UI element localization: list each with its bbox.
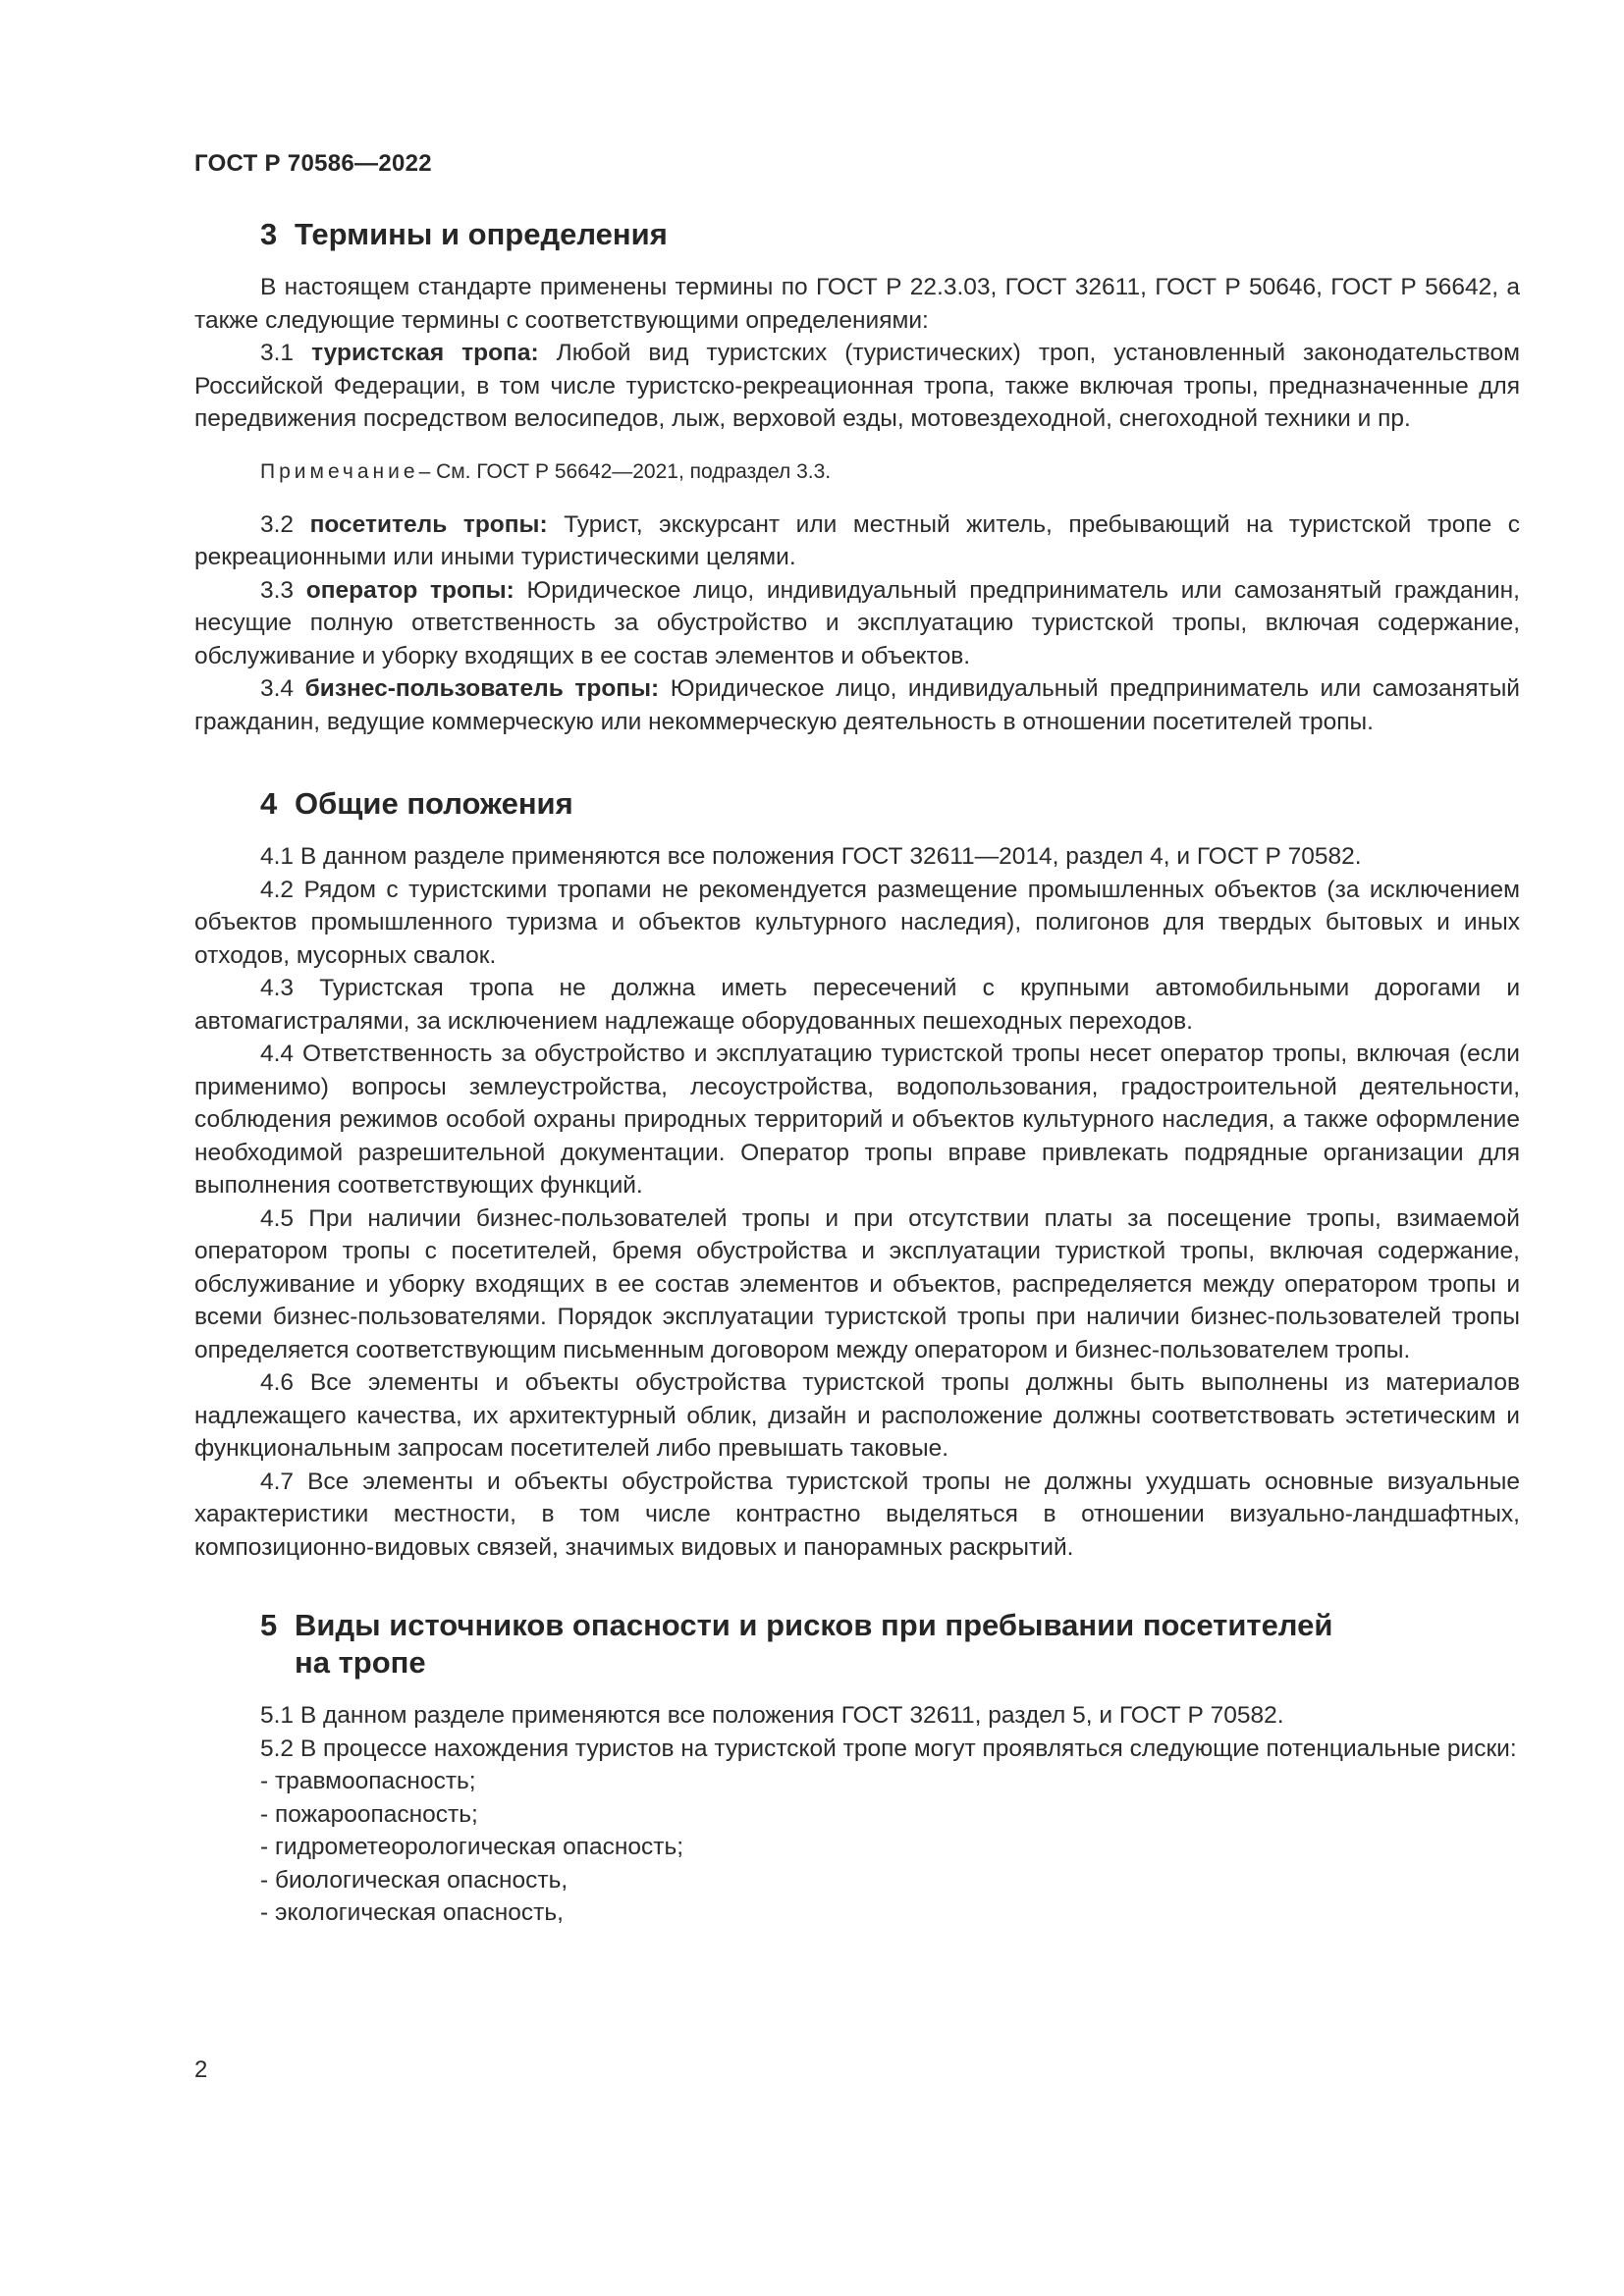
- document-body: [194, 216, 1520, 1930]
- term-3-4: [194, 672, 1520, 738]
- clause-4-6: 4.6 Все элементы и объекты обустройства туристской тропы должны быть выполнены из материалов надлежащего качества, их архитектурный облик, дизайн и расположение должны соответствовать эстетическим и функциональным запросам посетителей либо превышать таковые.: [194, 1369, 1520, 1462]
- clause-5-1: 5.1 В данном разделе применяются все положения ГОСТ 32611, раздел 5, и ГОСТ Р 70582.: [260, 1702, 1284, 1729]
- clause-4-3: 4.3 Туристская тропа не должна иметь пересечений с крупными автомобильными дорогами и автомагистралями, за исключением надлежаще оборудованных пешеходных переходов.: [194, 975, 1520, 1035]
- term-3-1-definition: Любой вид туристских (туристических) троп, установленный законодательством Российской Федерации, в том числе туристско-рекреационная тропа, также включая тропы, предназначенные для передвижения посредством велосипедов, лыж, верховой езды, мотовездеходной, снегоходной техники и пр.: [194, 340, 1521, 432]
- clause-4-1: 4.1 В данном разделе применяются все положения ГОСТ 32611—2014, раздел 4, и ГОСТ Р 70582.: [260, 843, 1362, 870]
- term-3-2-number: 3.2: [260, 510, 295, 538]
- term-3-1-note: [194, 457, 1520, 487]
- risk-list-item: - биологическая опасность,: [260, 1866, 568, 1894]
- section-3-number: 3: [260, 217, 278, 251]
- term-3-3-name: оператор тропы:: [305, 576, 514, 604]
- term-3-2: [194, 508, 1520, 574]
- risk-list-item: - травмоопасность;: [260, 1768, 476, 1794]
- term-3-2-name: посетитель тропы:: [309, 510, 548, 538]
- section-5-title-line-1: Виды источников опасности и рисков при пребывании посетителей: [295, 1608, 1333, 1642]
- clause-4-2: 4.2 Рядом с туристскими тропами не рекомендуется размещение промышленных объектов (за исключением объектов промышленного туризма и объектов культурного наследия), полигонов для твердых бытовых и иных отходов, мусорных свалок.: [194, 876, 1520, 969]
- section-3-intro: В настоящем стандарте применены термины по ГОСТ Р 22.3.03, ГОСТ 32611, ГОСТ Р 50646, ГОСТ Р 56642, а также следующие термины с соответствующими определениями:: [194, 274, 1520, 334]
- clause-4-7: 4.7 Все элементы и объекты обустройства туристской тропы не должны ухудшать основные визуальные характеристики местности, в том числе контрастно выделяться в отношении визуально-ландшафтных, композиционно-видовых связей, значимых видовых и панорамных раскрытий.: [194, 1468, 1520, 1561]
- term-3-4-name: бизнес-пользователь тропы:: [304, 675, 660, 702]
- section-4-heading: [194, 785, 1520, 823]
- term-3-4-definition: Юридическое лицо, индивидуальный предприниматель или самозанятый гражданин, ведущие коммерческую или некоммерческую деятельность в отношении посетителей тропы.: [194, 675, 1520, 735]
- section-4-number: 4: [260, 786, 278, 821]
- clause-4-4: 4.4 Ответственность за обустройство и эксплуатацию туристской тропы несет оператор тропы, включая (если применимо) вопросы землеустройства, лесоустройства, водопользования, градостроительной деятельности, соблюдения режимов особой охраны природных территорий и объектов культурного наследия, а также оформление необходимой разрешительной документации. Оператор тропы вправе привлекать подрядные организации для выполнения соответствующих функций.: [194, 1041, 1520, 1199]
- note-text: – См. ГОСТ Р 56642—2021, подраздел 3.3.: [418, 459, 832, 483]
- section-5-heading: [194, 1607, 1520, 1682]
- document-code-header: ГОСТ Р 70586—2022: [194, 150, 432, 177]
- clause-4-5: 4.5 При наличии бизнес-пользователей тропы и при отсутствии платы за посещение тропы, взимаемой оператором тропы с посетителей, бремя обустройства и эксплуатации туристкой тропы, включая содержание, обслуживание и уборку входящих в ее состав элементов и объектов, распределяется между оператором тропы и всеми бизнес-пользователями. Порядок эксплуатации туристской тропы при наличии бизнес-пользователей тропы определяется соответствующим письменным договором между оператором и бизнес-пользователем тропы.: [194, 1204, 1520, 1363]
- term-3-4-number: 3.4: [260, 675, 295, 702]
- term-3-3: [194, 574, 1520, 673]
- risk-list-item: - пожароопасность;: [260, 1800, 478, 1828]
- clause-5-2: 5.2 В процессе нахождения туристов на туристской тропе могут проявляться следующие потенциальные риски:: [260, 1735, 1517, 1762]
- section-5-title-line-2: на тропе: [295, 1645, 426, 1680]
- term-3-1-number: 3.1: [260, 340, 295, 366]
- section-5-number: 5: [260, 1608, 278, 1642]
- risk-list-item: - гидрометеорологическая опасность;: [260, 1834, 684, 1860]
- term-3-2-definition: Турист, экскурсант или местный житель, пребывающий на туристской тропе с рекреационными или иными туристическими целями.: [194, 510, 1521, 570]
- note-label: Примечание: [260, 459, 419, 483]
- term-3-1-name: туристская тропа:: [311, 340, 539, 366]
- section-3-heading: [194, 216, 1520, 253]
- risk-list-item: - экологическая опасность,: [260, 1899, 564, 1926]
- section-3-title: Термины и определения: [295, 217, 668, 251]
- section-4-title: Общие положения: [295, 786, 573, 821]
- page-number: 2: [194, 2056, 208, 2083]
- term-3-3-definition: Юридическое лицо, индивидуальный предприниматель или самозанятый гражданин, несущие полную ответственность за обустройство и эксплуатацию туристской тропы, включая содержание, обслуживание и уборку входящих в ее состав элементов и объектов.: [194, 576, 1520, 669]
- term-3-1: [194, 337, 1520, 436]
- term-3-3-number: 3.3: [260, 576, 295, 604]
